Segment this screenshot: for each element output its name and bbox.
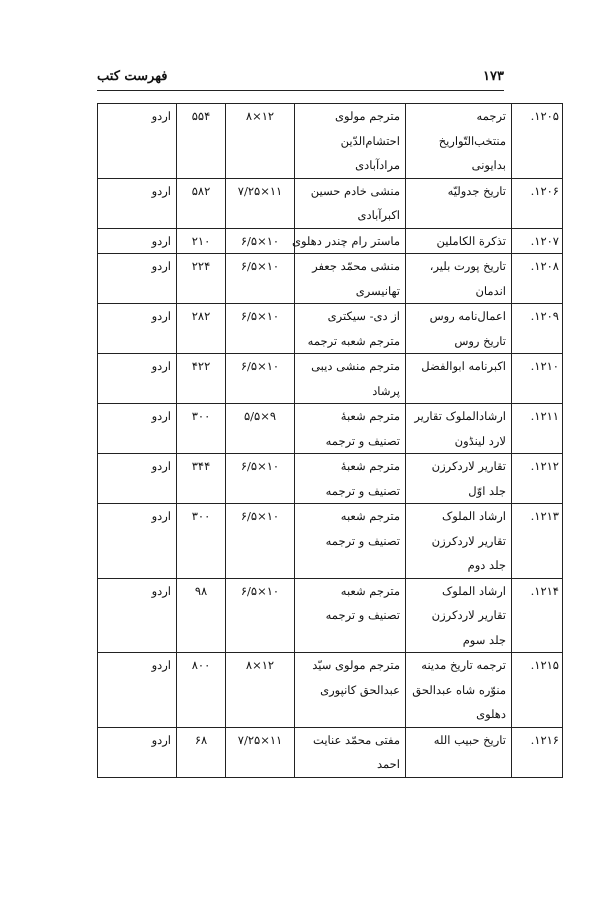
page-count: ۸۰۰ xyxy=(177,653,226,728)
book-title-line: اعمال‌نامه روس xyxy=(429,309,506,323)
table-row xyxy=(98,454,563,504)
book-title-line: جلد سوم xyxy=(462,632,506,647)
book-title-line: لارد لینڈون xyxy=(454,433,506,448)
author-translator xyxy=(295,354,406,404)
book-language: اردو xyxy=(98,504,177,579)
book-title-line: تذکرة الکاملین xyxy=(436,233,506,248)
table-row xyxy=(98,228,563,254)
page-count: ۹۸ xyxy=(177,578,226,653)
author-translator-line: مترجم مولوی xyxy=(335,109,400,123)
catalog-body xyxy=(98,104,563,778)
author-translator-line: منشی خادم حسین xyxy=(310,183,400,198)
book-language: اردو xyxy=(98,454,177,504)
book-title xyxy=(406,254,512,304)
book-title xyxy=(406,454,512,504)
author-translator-line: تصنیف و ترجمه xyxy=(325,483,400,498)
book-size: ۱۰×۶/۵ xyxy=(226,304,295,354)
book-title-line: تاریخ روس xyxy=(454,333,506,348)
book-title xyxy=(406,504,512,579)
book-size: ۱۰×۶/۵ xyxy=(226,454,295,504)
author-translator-line: مترجم مولوی سیّد xyxy=(312,658,400,672)
entry-number: ۱۲۱۰. xyxy=(512,354,563,404)
table-row xyxy=(98,504,563,579)
book-title-line: اکبرنامه ابوالفضل xyxy=(421,359,506,373)
table-row xyxy=(98,653,563,728)
author-translator xyxy=(295,653,406,728)
page-count: ۶۸ xyxy=(177,727,226,777)
book-title-line: اندمان xyxy=(475,283,506,298)
book-title xyxy=(406,578,512,653)
book-title-line: منتخب‌التّواریخ xyxy=(438,133,506,148)
author-translator-line: ماستر رام چندر دهلوی xyxy=(291,233,400,248)
book-title xyxy=(406,653,512,728)
book-title xyxy=(406,404,512,454)
table-row xyxy=(98,354,563,404)
book-language: اردو xyxy=(98,653,177,728)
book-language: اردو xyxy=(98,104,177,179)
book-language: اردو xyxy=(98,178,177,228)
author-translator-line: تصنیف و ترجمه xyxy=(325,533,400,548)
author-translator-line: تصنیف و ترجمه xyxy=(325,608,400,622)
entry-number: ۱۲۱۶. xyxy=(512,727,563,777)
author-translator-line: پرشاد xyxy=(372,383,400,398)
page-header xyxy=(97,62,504,91)
book-size: ۱۰×۶/۵ xyxy=(226,354,295,404)
book-title xyxy=(406,178,512,228)
book-size: ۱۲×۸ xyxy=(226,653,295,728)
entry-number: ۱۲۱۵. xyxy=(512,653,563,728)
page-count: ۵۵۴ xyxy=(177,104,226,179)
author-translator-line: مترجم شعبه xyxy=(340,509,400,523)
author-translator xyxy=(295,404,406,454)
book-language: اردو xyxy=(98,727,177,777)
book-title-line: تقاریر لاردکرزن xyxy=(431,608,506,622)
book-language: اردو xyxy=(98,578,177,653)
book-size: ۹×۵/۵ xyxy=(226,404,295,454)
book-title xyxy=(406,228,512,254)
book-title xyxy=(406,304,512,354)
author-translator-line: تهانیسری xyxy=(355,283,400,298)
book-catalog-table xyxy=(97,103,563,778)
table-row xyxy=(98,304,563,354)
book-title-line: ترجمه تاریخ مدینه xyxy=(421,658,506,672)
author-translator-line: عبدالحق کانپوری xyxy=(320,682,400,697)
book-title-line: ارشادالملوک تقاریر xyxy=(414,409,506,423)
book-language: اردو xyxy=(98,304,177,354)
book-title-line: جلد دوم xyxy=(467,558,506,572)
book-title-line: تقاریر لاردکرزن xyxy=(431,533,506,548)
table-row xyxy=(98,727,563,777)
page-count: ۲۸۲ xyxy=(177,304,226,354)
book-language: اردو xyxy=(98,254,177,304)
author-translator-line: اکبرآبادی xyxy=(357,208,400,222)
book-title xyxy=(406,104,512,179)
page-count: ۲۱۰ xyxy=(177,228,226,254)
book-title-line: تاریخ حبیب الله xyxy=(433,732,506,747)
table-row xyxy=(98,404,563,454)
entry-number: ۱۲۰۷. xyxy=(512,228,563,254)
page-count: ۳۰۰ xyxy=(177,404,226,454)
book-language: اردو xyxy=(98,404,177,454)
book-size: ۱۱×۷/۲۵ xyxy=(226,727,295,777)
page-count: ۲۲۴ xyxy=(177,254,226,304)
book-title-line: تقاریر لاردکرزن xyxy=(431,459,506,473)
book-size: ۱۰×۶/۵ xyxy=(226,254,295,304)
author-translator xyxy=(295,104,406,179)
page-number: ۱۷۳ xyxy=(483,68,504,84)
book-language: اردو xyxy=(98,354,177,404)
book-size: ۱۰×۶/۵ xyxy=(226,228,295,254)
book-title-line: منوّره شاه عبدالحق xyxy=(412,682,506,697)
author-translator-line: مترجم شعبه xyxy=(340,583,400,598)
book-language: اردو xyxy=(98,228,177,254)
book-title xyxy=(406,727,512,777)
entry-number: ۱۲۰۹. xyxy=(512,304,563,354)
entry-number: ۱۲۱۲. xyxy=(512,454,563,504)
author-translator-line: احتشام‌الدّین xyxy=(340,133,400,148)
running-title: فهرست کتب xyxy=(97,68,168,84)
author-translator-line: مترجم شعبهٔ xyxy=(340,409,400,423)
book-title-line: ارشاد الملوک xyxy=(441,583,506,598)
author-translator xyxy=(295,254,406,304)
author-translator xyxy=(291,228,406,254)
author-translator-line: منشی محمّد جعفر xyxy=(312,259,400,273)
author-translator-line: مفتی محمّد عنایت xyxy=(313,732,400,747)
entry-number: ۱۲۱۱. xyxy=(512,404,563,454)
book-title-line: بدایونی xyxy=(471,158,506,172)
book-size: ۱۰×۶/۵ xyxy=(226,578,295,653)
book-title-line: جلد اوّل xyxy=(468,483,506,498)
table-row xyxy=(98,104,563,179)
author-translator xyxy=(295,504,406,579)
author-translator xyxy=(295,727,406,777)
author-translator xyxy=(295,578,406,653)
page-count: ۳۰۰ xyxy=(177,504,226,579)
book-title-line: ارشاد الملوک xyxy=(441,509,506,523)
book-title-line: تاریخ جدولیّه xyxy=(447,183,506,198)
book-size: ۱۱×۷/۲۵ xyxy=(226,178,295,228)
table-row xyxy=(98,254,563,304)
entry-number: ۱۲۰۵. xyxy=(512,104,563,179)
author-translator xyxy=(295,304,406,354)
author-translator-line: مرادآبادی xyxy=(355,158,400,172)
page-count: ۳۴۴ xyxy=(177,454,226,504)
entry-number: ۱۲۰۸. xyxy=(512,254,563,304)
table-row xyxy=(98,578,563,653)
author-translator-line: مترجم منشی دیبی xyxy=(311,359,400,373)
author-translator-line: تصنیف و ترجمه xyxy=(325,433,400,448)
entry-number: ۱۲۱۴. xyxy=(512,578,563,653)
author-translator xyxy=(295,454,406,504)
book-title-line: ترجمه xyxy=(476,109,506,123)
entry-number: ۱۲۰۶. xyxy=(512,178,563,228)
author-translator-line: مترجم شعبهٔ xyxy=(340,459,400,473)
book-size: ۱۰×۶/۵ xyxy=(226,504,295,579)
author-translator-line: احمد xyxy=(377,757,400,771)
book-title-line: دهلوی xyxy=(476,707,506,721)
table-row xyxy=(98,178,563,228)
entry-number: ۱۲۱۳. xyxy=(512,504,563,579)
page-count: ۵۸۲ xyxy=(177,178,226,228)
author-translator-line: از دی- سیکتری xyxy=(327,309,400,323)
book-size: ۱۲×۸ xyxy=(226,104,295,179)
author-translator-line: مترجم شعبه ترجمه xyxy=(307,333,400,348)
author-translator xyxy=(295,178,406,228)
book-title-line: تاریخ پورت بلیر، xyxy=(429,259,506,273)
book-title xyxy=(406,354,512,404)
page-count: ۴۲۲ xyxy=(177,354,226,404)
